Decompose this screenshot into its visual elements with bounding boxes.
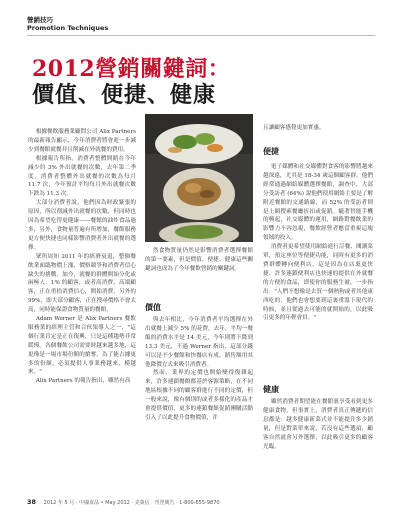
- page-number: 38: [27, 498, 37, 506]
- subheading-health: 健康: [263, 385, 279, 394]
- subheading-value: 價值: [145, 303, 161, 312]
- footer-text: 2012 年 5 月 · 中國食品 • May 2012 · 美菓信 · 刊登廣告 · 1-800-655-9870: [43, 500, 220, 506]
- paragraph: 根據餐飲服務業顧問公司 Alix Partners 的最新報告顯示，今年消費者將會進一步減少到餐館就餐并且削減在外就餐的費用。: [28, 129, 136, 153]
- column-2-top: [145, 247, 253, 274]
- paragraph: 且讓顧客感覺更加實惠。: [263, 125, 325, 131]
- paragraph: 消費者更希望使用網絡進行訂餐、閱讀菜單，預定座位等便捷功能，同時有更多的消費群體轉向便利店，這是因為在店裏更快捷、許多連鎖便利店也快速的提供在外就餐的方便的食品，即使你的服務生被，一步指出："人們不想像是去買一個熱狗或者其他東西吃的，他們也會想要到這裏重溫下現代的時候，並且從過去可能的就開始的，以此吸引更多的年輕會員。": [263, 244, 373, 322]
- article-subtitle: 價值、便捷、健康: [32, 82, 217, 108]
- paragraph: 眾所周知 2011 年的經濟衰退，整個餐飲業面臨物價上漲、價格競爭和消費者信心缺失的挑戰，加今，就餐的群體開始分化或兩極人：1% 的顧客，或者高消費、高端顧客，正在重拾消費信心，開始消費，另外的 99%，即大部分顧客，正在搜尋價格不會太高，同時能保證食物質量的餐館。: [28, 253, 136, 314]
- food-photo: [145, 114, 253, 242]
- column-3-bottom: [263, 398, 373, 451]
- column-2-bottom: [145, 316, 253, 423]
- paragraph: 然食物質量仍然是影響消費者選擇餐館的第一要素，但是價值、便捷、健康這些關鍵詞也成為了今年餐飲營銷的關鍵詞。: [145, 248, 253, 272]
- section-label-zh: 營銷技巧: [27, 16, 53, 24]
- paragraph: Alix Partners 的報告指出，雖然有高: [35, 378, 131, 385]
- section-label-en: Promotion Techniques: [27, 24, 109, 32]
- paragraph: 雖然消費者期望能在餐館裏享受看到更多健康食物，但事實上，消費者真正傳遞的信息都是：越多健康新菜式並不能提升多少銷量，但是對菜單來說，若沒有這些選項，顧客自然就會另外選擇，以此吸引更多的顧客光臨。: [263, 399, 373, 450]
- paragraph: Adam Werner 是 Alix Partners 餐飲服務業的經理主管和合伙領導人之一，"這個行業肯定是正在復興，只是這種趨勢非常緩慢。各個餐飲公司需要時越來越多地，這更像是一場市場份額的搶奪，為了能占據更多的份額，必須提供人事業務越來，模越來。": [28, 316, 136, 376]
- subheading-convenience: 便捷: [263, 147, 279, 156]
- paragraph: 大部分消費者說，他們因為財政緊張的原因，所以削減外出就餐的次數，但同時也因為希望吃得更健康——餐館的油炸食品過多，另外，食物量普遍有所增加，餐館服務更方便快捷也同樣影響消費者外出就餐的選擇。: [28, 200, 136, 251]
- header-divider: [27, 35, 375, 36]
- section-label: [27, 16, 108, 32]
- food-photo-image: [145, 114, 253, 242]
- column-3-top: [263, 124, 373, 133]
- paragraph: 然而，業界的定價也開始變得復雜起來，許多連鎖餐館都基於客源策略，在不同地區根據不同的顧客群進行不同的定價，但一般來說，像有個別的或者多樣化的產品才會提供價值，更多的連鎖餐館促銷團購活動引入了以此提升食物價值，并: [145, 370, 253, 421]
- page-footer: [27, 498, 375, 506]
- column-1: [28, 128, 136, 386]
- article-title: 2012營銷關鍵詞：: [32, 56, 231, 82]
- paragraph: 根據報告所指，消費者整體開銷在今年減少約 3% 外出就餐的次數，去年第二季度，消費者整體外出就餐的次數為每月 11.7 次，今年預計平均每月外出就餐次數下跌為 11.3 次。: [28, 155, 136, 198]
- paragraph: 與去年相比，今年消費者平均選擇在外出就餐上減少 5% 的花費，去年，平均一餐飯的消費水平是 14 美元，今年則將下降到 13.3 美元，不過 Werner 指出，這部分錢可以是不少餐館和快餐店有成，銷售額用其他降價方式來吸引消費者。: [145, 317, 253, 368]
- paragraph: 電子媒體和社交媒體對食客的影響將越來越深遠，尤其是 18-34 歲這個顧客群，他們經常通過網絡媒體選擇餐館，調查中，大部分受訪者 (64%) 說他們使用網絡主要是了解附近餐館的交通路線，而 52% 的受訪者則是上網搜索餐廳折扣或促銷。隨著智能手機的興起，社交媒體的運用，網路對餐飲業的影響力不容忽視，餐飲經營者應當重視這塊領域的投入。: [263, 164, 373, 242]
- column-3-middle: [263, 163, 373, 323]
